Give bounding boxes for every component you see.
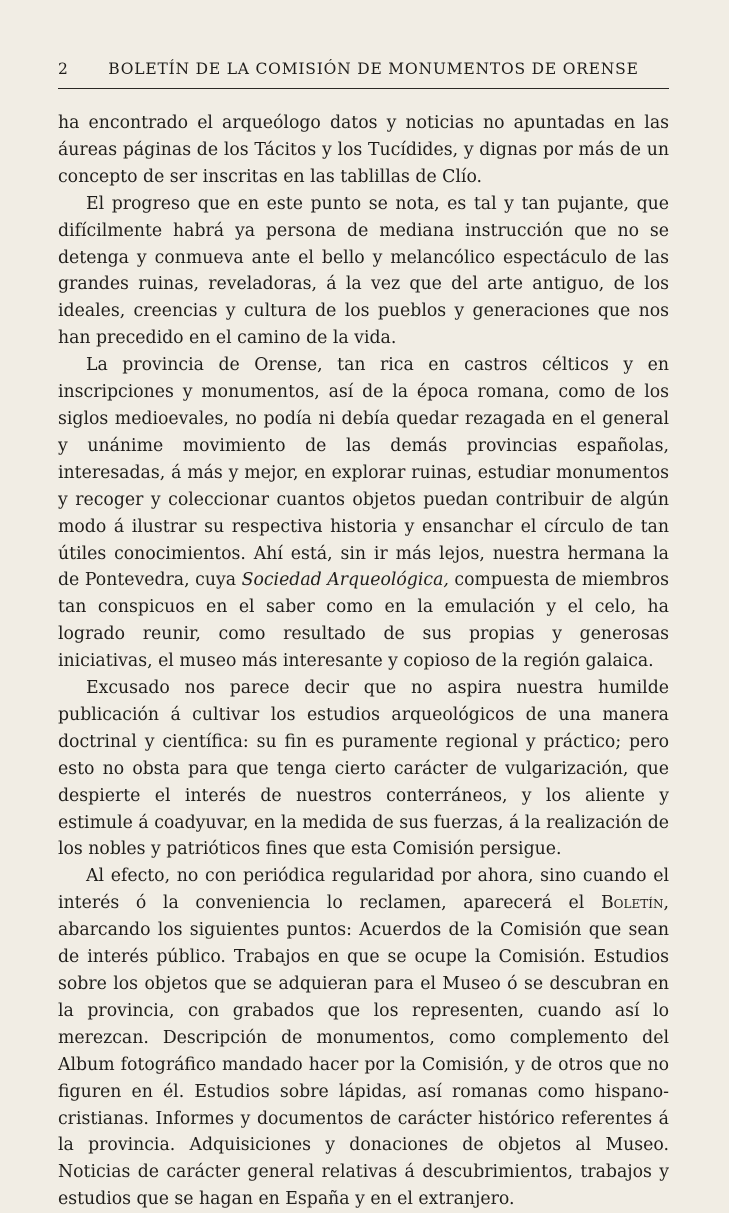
text-segment: ha encontrado el arqueólogo datos y noticias no apuntadas en las áureas páginas de los Tácitos y los Tucídides, y dignas por más de un concepto de ser inscritas en las tablillas de Clío. [58, 113, 669, 187]
paragraph-2 [58, 191, 669, 352]
text-segment: Excusado nos parece decir que no aspira nuestra humilde publicación á cultivar los estudios arqueológicos de una manera doctrinal y científica: su fin es puramente regional y práctico; pero esto no obsta para que tenga cierto carácter de vulgarización, que despierte el interés de nuestros conterráneos, y los aliente y estimule á coadyuvar, en la medida de sus fuerzas, á la realización de los nobles y patrióticos fines que esta Comisión persigue. [58, 678, 669, 860]
paragraph-3 [58, 352, 669, 675]
text-segment: El progreso que en este punto se nota, es tal y tan pujante, que difícilmente habrá ya persona de mediana instrucción que no se detenga y conmueva ante el bello y melancólico espectáculo de las grandes ruinas, reveladoras, á la vez que del arte antiguo, de los ideales, creencias y cultura de los pueblos y generaciones que nos han precedido en el camino de la vida. [58, 193, 669, 349]
paragraph-5 [58, 863, 669, 1213]
society-name: Sociedad Arqueológica, [241, 570, 449, 591]
boletin-reference: Boletín [600, 893, 664, 914]
text-segment: , abarcando los siguientes puntos: Acuerdos de la Comisión que sean de interés público. Trabajos en que se ocupe la Comisión. Estudios sobre los objetos que se adquieran para el Museo ó se descubran en la provincia, con grabados que los representen, cuando así lo merezcan. Descripción de monumentos, como complemento del Album fotográfico mandado hacer por la Comisión, y de otros que no figuren en él. Estudios sobre lápidas, así romanas como hispano-cristianas. Informes y documentos de carácter histórico referentes á la provincia. Adquisiciones y donaciones de objetos al Museo. Noticias de carácter general relativas á descubrimientos, trabajos y estudios que se hagan en España y en el extranjero. [58, 893, 669, 1210]
page-header [58, 60, 669, 89]
paragraph-4 [58, 675, 669, 863]
text-segment: compuesta de miembros tan conspicuos en el saber como en la emulación y el celo, ha logrado reunir, como resultado de sus propias y generosas iniciativas, el museo más interesante y copioso de la región galaica. [58, 570, 669, 672]
paragraph-1 [58, 110, 669, 191]
text-segment: La provincia de Orense, tan rica en castros célticos y en inscripciones y monumentos, así de la época romana, como de los siglos medioevales, no podía ni debía quedar rezagada en el general y unánime movimiento de las demás provincias españolas, interesadas, á más y mejor, en explorar ruinas, estudiar monumentos y recoger y coleccionar cuantos objetos puedan contribuir de algún modo á ilustrar su respectiva historia y ensanchar el círculo de tan útiles conocimientos. Ahí está, sin ir más lejos, nuestra hermana la de Pontevedra, cuya [58, 355, 669, 591]
running-title: BOLETÍN DE LA COMISIÓN DE MONUMENTOS DE ORENSE [108, 60, 639, 78]
page-number: 2 [58, 60, 69, 78]
text-segment: Al efecto, no con periódica regularidad por ahora, sino cuando el interés ó la conveniencia lo reclamen, aparecerá el [58, 866, 669, 914]
body-text [58, 110, 669, 1213]
